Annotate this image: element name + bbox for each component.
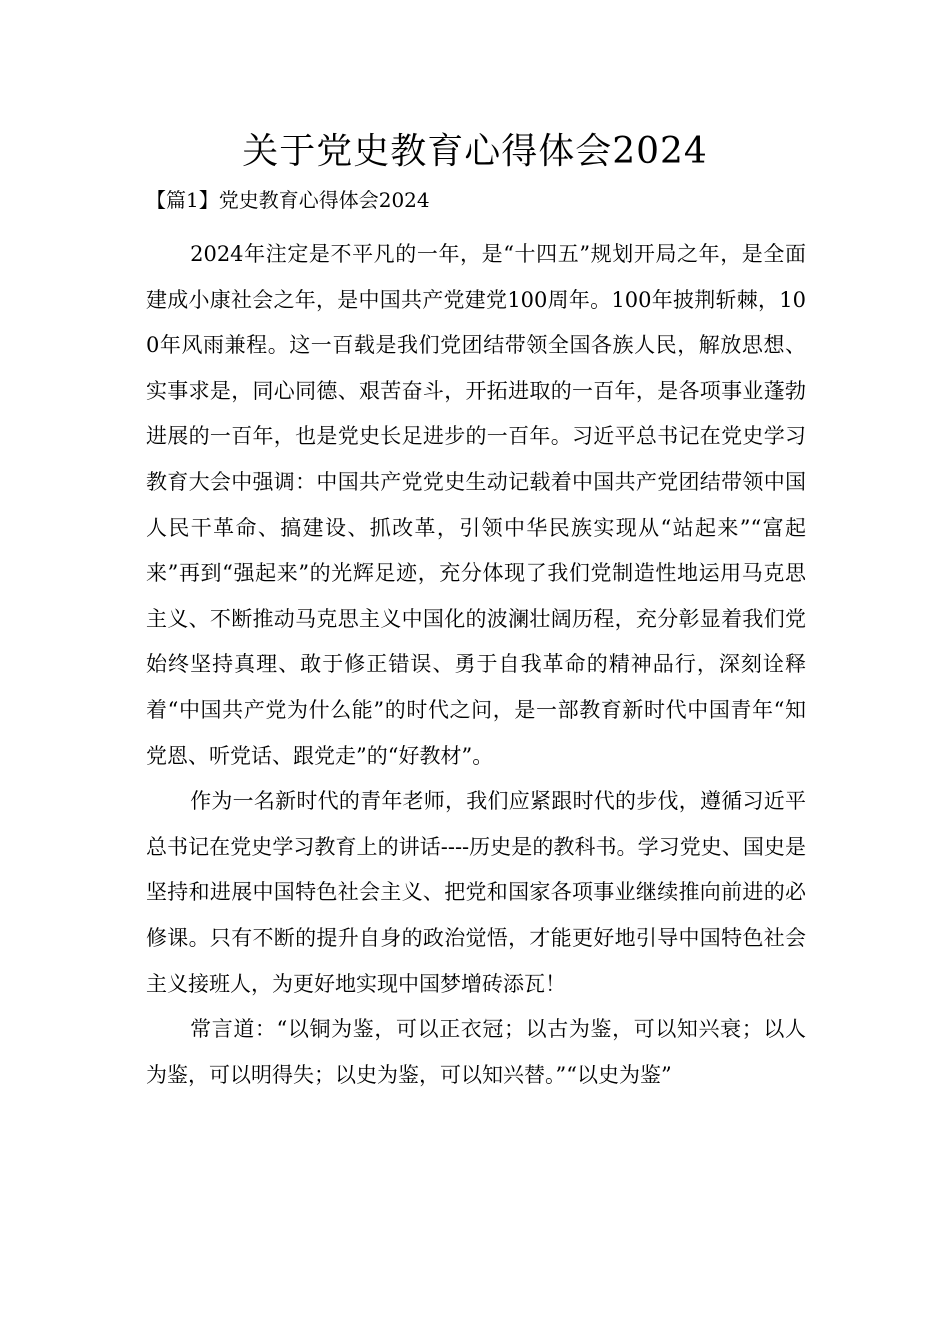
document-title: 关于党史教育心得体会2024 <box>242 131 708 172</box>
paragraph-2: 作为一名新时代的青年老师，我们应紧跟时代的步伐，遵循习近平总书记在党史学习教育上的讲话----历史是的教科书。学习党史、国史是坚持和进展中国特色社会主义、把党和国家各项事业继续推向前进的必修课。只有不断的提升自身的政治觉悟，才能更好地引导中国特色社会主义接班人，为更好地实现中国梦增砖添瓦！ <box>146 789 806 996</box>
document-body <box>146 232 806 1098</box>
paragraph-1: 2024年注定是不平凡的一年，是“十四五”规划开局之年，是全面建成小康社会之年，是中国共产党建党100周年。100年披荆斩棘，100年风雨兼程。这一百载是我们党团结带领全国各族人民，解放思想、实事求是，同心同德、艰苦奋斗，开拓进取的一百年，是各项事业蓬勃进展的一百年，也是党史长足进步的一百年。习近平总书记在党史学习教育大会中强调：中国共产党党史生动记载着中国共产党团结带领中国人民干革命、搞建设、抓改革，引领中华民族实现从“站起来”“富起来”再到“强起来”的光辉足迹，充分体现了我们党制造性地运用马克思主义、不断推动马克思主义中国化的波澜壮阔历程，充分彰显着我们党始终坚持真理、敢于修正错误、勇于自我革命的精神品行，深刻诠释着“中国共产党为什么能”的时代之问，是一部教育新时代中国青年“知党恩、听党话、跟党走”的“好教材”。 <box>146 242 806 768</box>
section-heading: 【篇1】党史教育心得体会2024 <box>146 188 430 212</box>
paragraph-3: 常言道：“以铜为鉴，可以正衣冠；以古为鉴，可以知兴衰；以人为鉴，可以明得失；以史为鉴，可以知兴替。”“以史为鉴” <box>146 1017 806 1087</box>
